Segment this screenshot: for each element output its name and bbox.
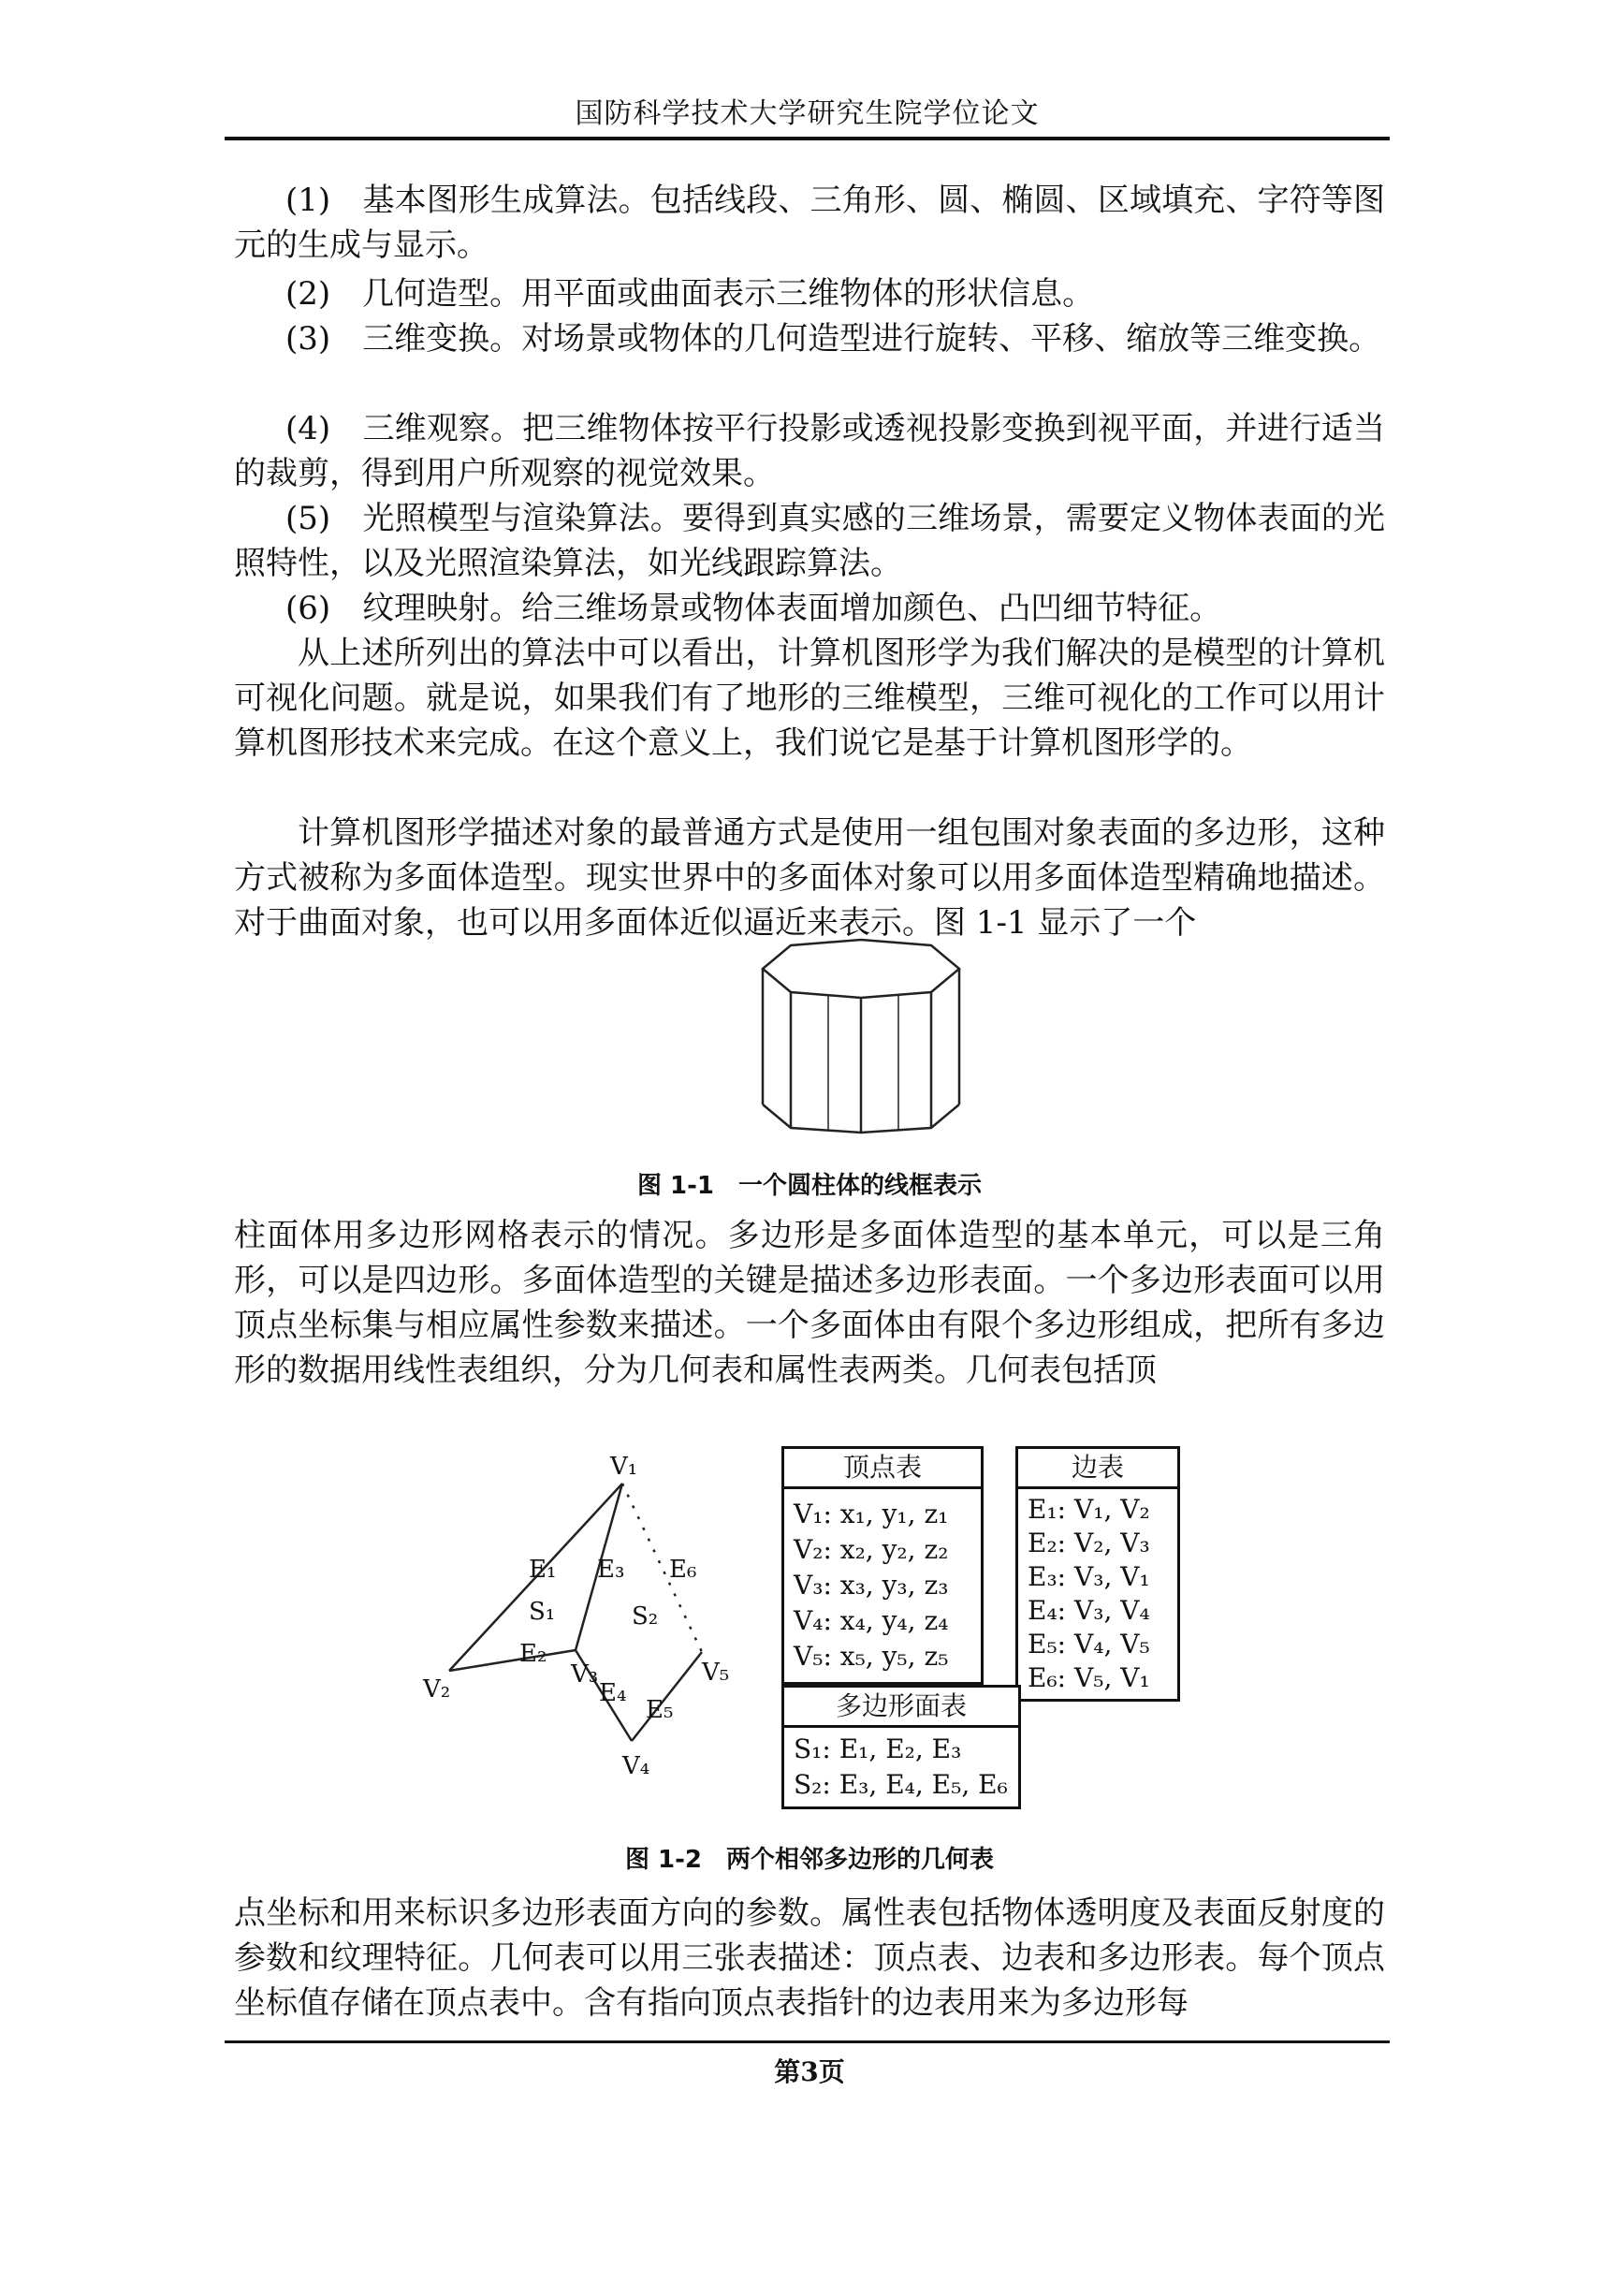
paragraph-item-5: (5) 光照模型与渲染算法。要得到真实感的三维场景，需要定义物体表面的光照特性，以及光照渲染算法，如光线跟踪算法。 bbox=[234, 500, 1385, 582]
table-row: E₁: V₁, V₂ bbox=[1028, 1494, 1150, 1525]
paragraph-item-3: (3) 三维变换。对场景或物体的几何造型进行旋转、平移、缩放等三维变换。 bbox=[285, 320, 1381, 358]
polygon-table bbox=[781, 1685, 1021, 1809]
label-e6: E₆ bbox=[669, 1556, 697, 1584]
label-e5: E₅ bbox=[646, 1696, 674, 1724]
table-row: V₅: x₅, y₅, z₅ bbox=[794, 1641, 949, 1672]
label-s2: S₂ bbox=[632, 1602, 659, 1631]
label-v2: V₂ bbox=[423, 1675, 451, 1704]
table-row: E₂: V₂, V₃ bbox=[1028, 1528, 1150, 1558]
vertex-table-title: 顶点表 bbox=[784, 1449, 981, 1489]
paragraph-item-6: (6) 纹理映射。给三维场景或物体表面增加颜色、凸凹细节特征。 bbox=[285, 590, 1222, 627]
edge-table bbox=[1015, 1446, 1180, 1702]
paragraph-item-1: (1) 基本图形生成算法。包括线段、三角形、圆、椭圆、区域填充、字符等图元的生成与显示。 bbox=[234, 182, 1385, 264]
table-row: V₄: x₄, y₄, z₄ bbox=[794, 1605, 949, 1636]
running-header: 国防科学技术大学研究生院学位论文 bbox=[575, 97, 1040, 130]
table-row: V₁: x₁, y₁, z₁ bbox=[794, 1499, 949, 1529]
polygon-table-title: 多边形面表 bbox=[784, 1688, 1018, 1728]
table-row: E₅: V₄, V₅ bbox=[1028, 1629, 1150, 1660]
paragraph-body-1: 从上述所列出的算法中可以看出，计算机图形学为我们解决的是模型的计算机可视化问题。就是说，如果我们有了地形的三维模型，三维可视化的工作可以用计算机图形技术来完成。在这个意义上，我们说它是基于计算机图形学的。 bbox=[234, 635, 1385, 762]
table-row: V₂: x₂, y₂, z₂ bbox=[794, 1534, 949, 1565]
table-row: S₁: E₁, E₂, E₃ bbox=[794, 1733, 962, 1764]
paragraph-body-2: 计算机图形学描述对象的最普通方式是使用一组包围对象表面的多边形，这种方式被称为多面体造型。现实世界中的多面体对象可以用多面体造型精确地描述。对于曲面对象，也可以用多面体近似逼近来表示。图 1-1 显示了一个 bbox=[234, 814, 1385, 942]
paragraph-item-2: (2) 几何造型。用平面或曲面表示三维物体的形状信息。 bbox=[285, 275, 1095, 313]
label-e1: E₁ bbox=[529, 1556, 557, 1584]
footer-rule bbox=[225, 2040, 1390, 2043]
label-v4: V₄ bbox=[622, 1752, 650, 1780]
figure-1-caption: 图 1-1 一个圆柱体的线框表示 bbox=[636, 1172, 983, 1200]
label-v3: V₃ bbox=[571, 1660, 599, 1689]
table-row: S₂: E₃, E₄, E₅, E₆ bbox=[794, 1769, 1008, 1800]
table-row: E₆: V₅, V₁ bbox=[1028, 1662, 1150, 1693]
paragraph-body-4: 点坐标和用来标识多边形表面方向的参数。属性表包括物体透明度及表面反射度的参数和纹理特征。几何表可以用三张表描述：顶点表、边表和多边形表。每个顶点坐标值存储在顶点表中。含有指向顶点表指针的边表用来为多边形每 bbox=[234, 1894, 1385, 2022]
label-s1: S₁ bbox=[529, 1598, 556, 1626]
figure-cylinder-wireframe bbox=[739, 936, 983, 1142]
figure-polygon-diagram bbox=[421, 1446, 758, 1783]
label-e4: E₄ bbox=[599, 1679, 627, 1707]
page-number: 第3页 bbox=[774, 2056, 845, 2087]
vertex-table bbox=[781, 1446, 984, 1685]
label-v5: V₅ bbox=[702, 1659, 730, 1687]
paragraph-item-4: (4) 三维观察。把三维物体按平行投影或透视投影变换到视平面，并进行适当的裁剪，得到用户所观察的视觉效果。 bbox=[234, 410, 1385, 492]
edge-table-title: 边表 bbox=[1018, 1449, 1177, 1489]
table-row: E₄: V₃, V₄ bbox=[1028, 1595, 1150, 1626]
label-v1: V₁ bbox=[610, 1453, 638, 1481]
table-row: V₃: x₃, y₃, z₃ bbox=[794, 1570, 949, 1601]
paragraph-body-3: 柱面体用多边形网格表示的情况。多边形是多面体造型的基本单元，可以是三角形，可以是四边形。多面体造型的关键是描述多边形表面。一个多边形表面可以用顶点坐标集与相应属性参数来描述。一个多面体由有限个多边形组成，把所有多边形的数据用线性表组织，分为几何表和属性表两类。几何表包括顶 bbox=[234, 1217, 1385, 1389]
label-e3: E₃ bbox=[597, 1556, 625, 1584]
prism-top-face bbox=[763, 940, 959, 998]
table-row: E₃: V₃, V₁ bbox=[1028, 1561, 1150, 1592]
label-e2: E₂ bbox=[519, 1640, 547, 1668]
edge-e2 bbox=[449, 1650, 576, 1671]
header-rule bbox=[225, 137, 1390, 140]
figure-2-caption: 图 1-2 两个相邻多边形的几何表 bbox=[624, 1846, 995, 1874]
